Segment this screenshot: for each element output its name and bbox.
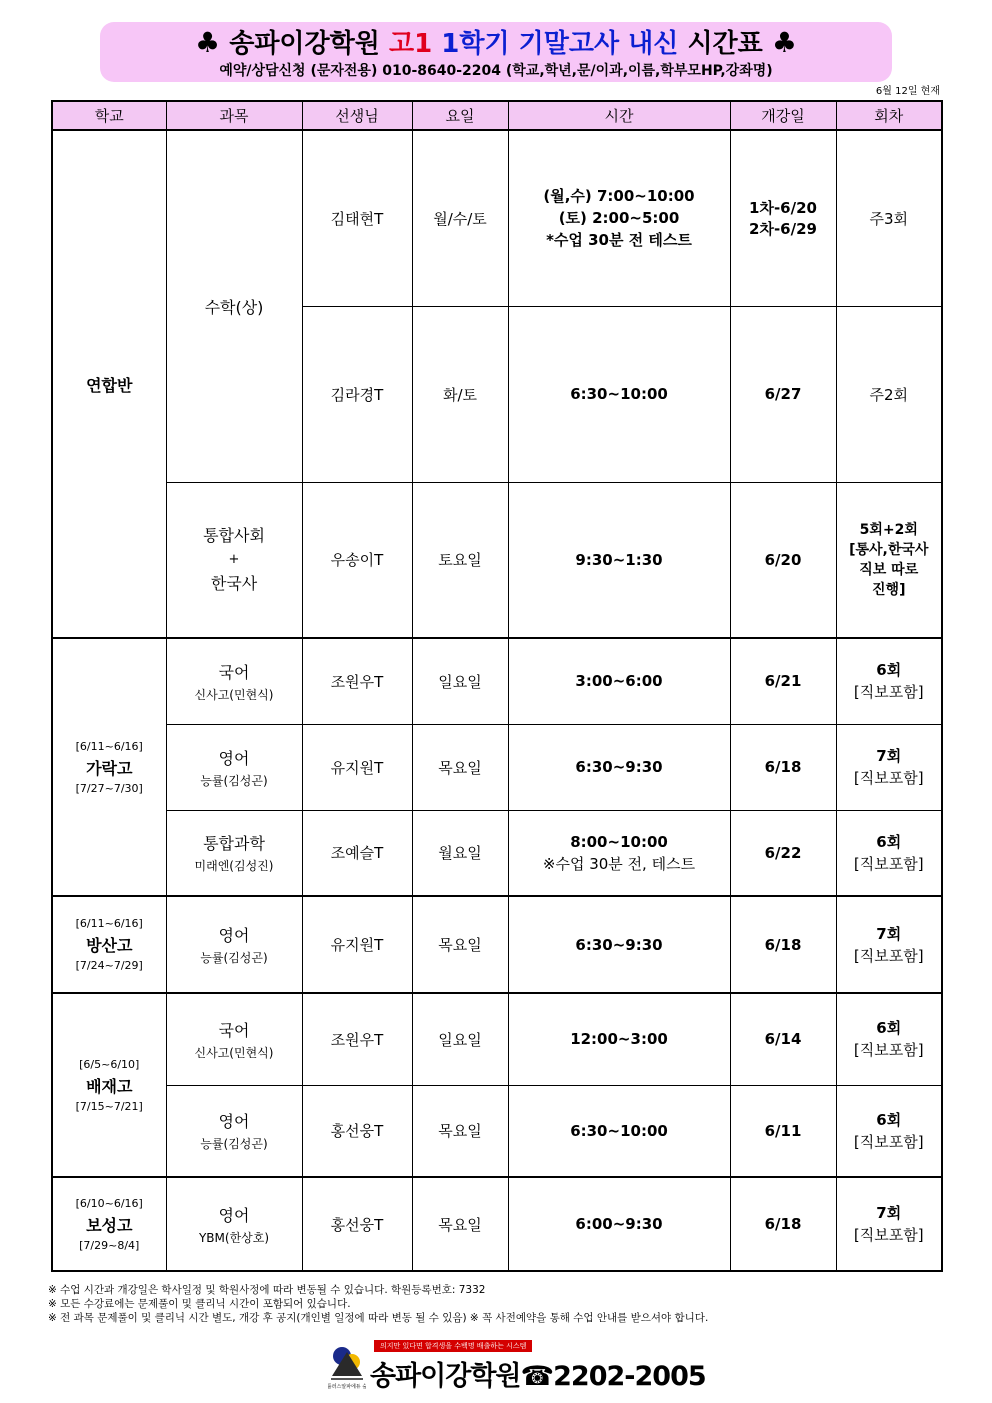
time-cell: 6:30~10:00 (508, 306, 730, 482)
sessions-note: [직보포함] (853, 854, 924, 873)
school-cell (52, 130, 166, 638)
time-cell: 3:00~6:00 (508, 638, 730, 724)
school-cell (52, 638, 166, 896)
subject-name: 통합과학 (203, 834, 265, 854)
subject-name: 국어 (218, 1020, 250, 1040)
time-note: *수업 30분 전 테스트 (546, 231, 692, 250)
sessions-line: 5회+2회 (859, 521, 918, 538)
sessions-count: 6회 (876, 661, 902, 680)
start-cell: 6/20 (730, 482, 836, 638)
col-time: 시간 (508, 101, 730, 130)
school-period: [7/24~7/29] (75, 959, 143, 972)
col-day: 요일 (412, 101, 508, 130)
sessions-line: 진행] (872, 581, 906, 598)
start-cell (730, 130, 836, 306)
schedule-table (51, 100, 943, 1272)
start-cell: 6/14 (730, 993, 836, 1085)
teacher-cell: 조원우T (302, 638, 412, 724)
sessions-cell (836, 1177, 942, 1271)
subject-name: 통합사회 (203, 525, 265, 545)
col-start: 개강일 (730, 101, 836, 130)
school-period: [6/10~6/16] (75, 1196, 143, 1210)
teacher-cell: 김라경T (302, 306, 412, 482)
start-cell: 6/11 (730, 1085, 836, 1177)
teacher-cell: 유지원T (302, 724, 412, 810)
footer (328, 1340, 706, 1392)
subject-name: 국어 (218, 662, 250, 682)
school-period: [6/5~6/10] (79, 1057, 140, 1071)
table-row (52, 810, 942, 896)
sessions-count: 7회 (876, 747, 902, 765)
sessions-cell (836, 993, 942, 1085)
subject-cell (166, 638, 302, 724)
textbook: 신사고(민현식) (194, 1045, 274, 1060)
start-cell: 6/21 (730, 638, 836, 724)
start-line: 2차-6/29 (749, 220, 817, 239)
subject-name: 수학(상) (204, 297, 264, 317)
time-cell: 12:00~3:00 (508, 993, 730, 1085)
sessions-count: 6회 (876, 1110, 902, 1129)
day-cell: 목요일 (412, 1085, 508, 1177)
footer-contact (370, 1354, 706, 1393)
start-cell: 6/18 (730, 1177, 836, 1271)
svg-text:플러스알파에듀 숲: 플러스알파에듀 숲 (328, 1384, 366, 1390)
school-name: 방산고 (86, 936, 133, 955)
sessions-cell (836, 1085, 942, 1177)
day-cell: 월요일 (412, 810, 508, 896)
school-period: [7/15~7/21] (75, 1099, 143, 1113)
subject-cell (166, 896, 302, 993)
time-line: 8:00~10:00 (570, 832, 668, 851)
phone-icon: ☎ (520, 1361, 554, 1392)
footnote: ※ 모든 수강료에는 문제풀이 및 클리닉 시간이 포함되어 있습니다. (48, 1298, 351, 1310)
sessions-note: [직보포함] (853, 769, 924, 787)
school-name: 가락고 (86, 758, 133, 778)
col-subject: 과목 (166, 101, 302, 130)
school-period: [7/29~8/4] (79, 1238, 140, 1252)
title-banner (100, 22, 892, 82)
exam-label: 1학기 기말고사 내신 (441, 29, 679, 59)
subject-cell (166, 130, 302, 482)
sessions-cell: 주3회 (836, 130, 942, 306)
sessions-cell (836, 810, 942, 896)
school-name: 보성고 (86, 1215, 133, 1235)
subject-name: 한국사 (210, 573, 258, 593)
sessions-cell (836, 896, 942, 993)
textbook: 능률(김성곤) (200, 773, 268, 788)
academy-logo-icon (328, 1342, 366, 1390)
table-row (52, 1177, 942, 1271)
plus-sign: + (228, 551, 240, 567)
table-row (52, 130, 942, 306)
start-cell: 6/22 (730, 810, 836, 896)
sessions-count: 6회 (876, 832, 902, 851)
school-cell (52, 896, 166, 993)
footnote: ※ 수업 시간과 개강일은 학사일정 및 학원사정에 따라 변동될 수 있습니다. 학원등록번호: 7332 (48, 1284, 486, 1296)
time-cell: 6:00~9:30 (508, 1177, 730, 1271)
start-cell: 6/27 (730, 306, 836, 482)
table-row (52, 993, 942, 1085)
sessions-cell (836, 638, 942, 724)
academy-name: 송파이강학원 (229, 29, 380, 59)
textbook: 능률(김성곤) (200, 1137, 268, 1152)
subject-name: 영어 (218, 1205, 250, 1225)
school-period: [6/11~6/16] (75, 917, 143, 930)
start-cell: 6/18 (730, 724, 836, 810)
footnote: ※ 전 과목 문제풀이 및 클리닉 시간 별도, 개강 후 공지(개인별 일정에 따라 변동 될 수 있음) ※ 꼭 사전예약을 통해 수업 안내를 받으셔야 합니다. (48, 1312, 709, 1324)
subject-cell (166, 1177, 302, 1271)
day-cell: 토요일 (412, 482, 508, 638)
footer-academy-name: 송파이강학원 (370, 1361, 521, 1392)
time-cell: 9:30~1:30 (508, 482, 730, 638)
grade-label: 고1 (388, 29, 433, 59)
col-school: 학교 (52, 101, 166, 130)
phone-number: 2202-2005 (553, 1361, 706, 1392)
table-row (52, 482, 942, 638)
school-period: [7/27~7/30] (75, 781, 143, 795)
footnotes (48, 1283, 708, 1325)
subject-cell (166, 1085, 302, 1177)
time-cell (508, 130, 730, 306)
table-row (52, 724, 942, 810)
sessions-cell (836, 482, 942, 638)
school-period: [6/11~6/16] (75, 739, 143, 753)
subject-name: 영어 (218, 926, 250, 945)
time-line: (토) 2:00~5:00 (558, 209, 680, 228)
day-cell: 일요일 (412, 993, 508, 1085)
club-icon: ♣ (195, 26, 221, 59)
sessions-cell: 주2회 (836, 306, 942, 482)
day-cell: 화/토 (412, 306, 508, 482)
sessions-line: [통사,한국사 (849, 541, 929, 558)
textbook: 능률(김성곤) (200, 951, 268, 965)
title-suffix: 시간표 (687, 29, 763, 59)
sessions-note: [직보포함] (853, 1041, 924, 1060)
slogan-badge: 의지만 있다면 합격생을 수백명 배출하는 시스템 (374, 1340, 532, 1352)
textbook: 신사고(민현식) (194, 687, 274, 702)
teacher-cell: 조원우T (302, 993, 412, 1085)
sessions-note: [직보포함] (853, 683, 924, 702)
start-cell: 6/18 (730, 896, 836, 993)
subject-name: 영어 (218, 1112, 250, 1132)
subject-cell (166, 810, 302, 896)
teacher-cell: 홍선웅T (302, 1177, 412, 1271)
sessions-count: 6회 (876, 1019, 902, 1038)
contact-line: 예약/상담신청 (문자전용) 010-8640-2204 (학교,학년,문/이과,이름,학부모HP,강좌명) (219, 63, 773, 79)
school-cell (52, 993, 166, 1177)
teacher-cell: 우송이T (302, 482, 412, 638)
school-name: 배재고 (86, 1076, 133, 1096)
time-cell (508, 810, 730, 896)
sessions-cell (836, 724, 942, 810)
subject-cell (166, 482, 302, 638)
teacher-cell: 조예슬T (302, 810, 412, 896)
time-cell: 6:30~10:00 (508, 1085, 730, 1177)
subject-cell (166, 724, 302, 810)
teacher-cell: 김태현T (302, 130, 412, 306)
page-title (100, 25, 892, 62)
table-row (52, 896, 942, 993)
school-name: 연합반 (86, 375, 133, 395)
textbook: 미래엔(김성진) (194, 859, 274, 874)
col-teacher: 선생님 (302, 101, 412, 130)
col-sessions: 회차 (836, 101, 942, 130)
textbook: YBM(한상호) (198, 1230, 270, 1245)
day-cell: 일요일 (412, 638, 508, 724)
as-of-date: 6월 12일 현재 (875, 86, 940, 97)
teacher-cell: 유지원T (302, 896, 412, 993)
day-cell: 목요일 (412, 896, 508, 993)
subject-cell (166, 993, 302, 1085)
table-row (52, 638, 942, 724)
header-row (52, 101, 942, 130)
time-note: ※수업 30분 전, 테스트 (542, 854, 696, 873)
school-cell (52, 1177, 166, 1271)
table-row (52, 1085, 942, 1177)
time-line: (월,수) 7:00~10:00 (543, 187, 695, 206)
sessions-count: 7회 (876, 924, 902, 943)
day-cell: 목요일 (412, 1177, 508, 1271)
time-cell: 6:30~9:30 (508, 896, 730, 993)
day-cell: 목요일 (412, 724, 508, 810)
subject-name: 영어 (218, 748, 250, 768)
club-icon: ♣ (771, 26, 797, 59)
sessions-note: [직보포함] (853, 1226, 924, 1244)
sessions-note: [직보포함] (853, 946, 924, 965)
sessions-count: 7회 (876, 1204, 902, 1222)
start-line: 1차-6/20 (749, 199, 817, 218)
teacher-cell: 홍선웅T (302, 1085, 412, 1177)
day-cell: 월/수/토 (412, 130, 508, 306)
sessions-line: 직보 따로 (859, 561, 919, 578)
sessions-note: [직보포함] (853, 1132, 924, 1151)
time-cell: 6:30~9:30 (508, 724, 730, 810)
